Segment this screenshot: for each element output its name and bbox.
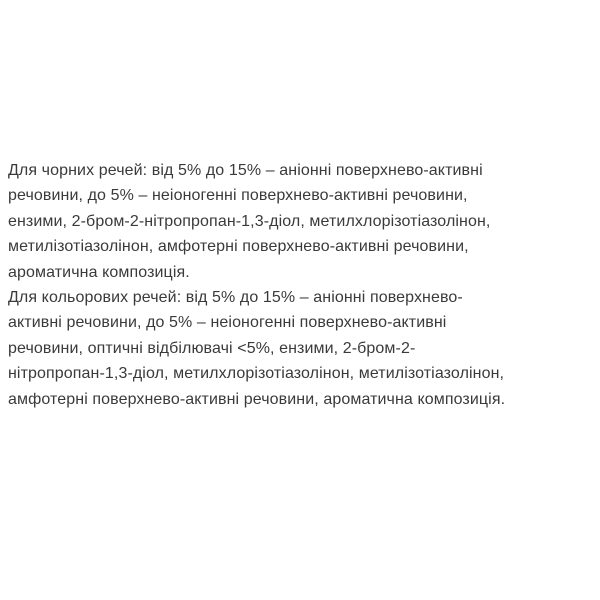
text-line: активні речовини, до 5% – неіоногенні поверхнево-активні xyxy=(8,314,447,332)
text-line: ароматична композиція. xyxy=(8,263,190,281)
text-line: речовини, до 5% – неіоногенні поверхнево-активні речовини, xyxy=(8,187,468,205)
text-line: Для кольорових речей: від 5% до 15% – аніонні поверхнево- xyxy=(8,289,463,307)
black-items-composition-paragraph xyxy=(8,158,600,285)
text-line: Для чорних речей: від 5% до 15% – аніонні поверхнево-активні xyxy=(8,162,483,179)
composition-text-block xyxy=(8,158,600,412)
text-line: нітропропан-1,3-діол, метилхлорізотіазолінон, метилізотіазолінон, xyxy=(8,365,505,383)
text-line: ензими, 2-бром-2-нітропропан-1,3-діол, метилхлорізотіазолінон, xyxy=(8,212,491,230)
text-line: амфотерні поверхнево-активні речовини, ароматична композиція. xyxy=(8,390,506,408)
text-line: речовини, оптичні відбілювачі <5%, ензими, 2-бром-2- xyxy=(8,339,416,357)
colored-items-composition-paragraph xyxy=(8,285,600,412)
text-line: метилізотіазолінон, амфотерні поверхнево-активні речовини, xyxy=(8,238,469,256)
